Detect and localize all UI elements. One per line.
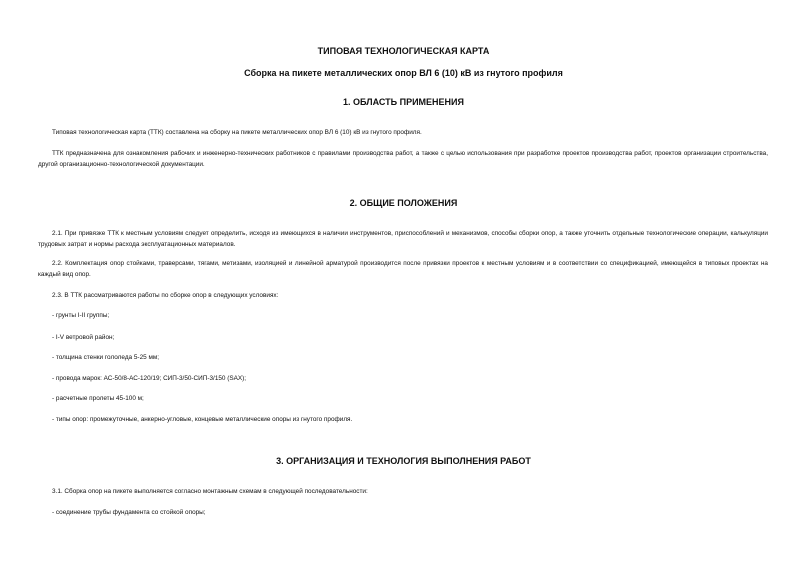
list-item: - I-V ветровой район;	[52, 334, 115, 341]
list-item: - провода марок: АС-50/8-АС-120/19; СИП-3/50-СИП-3/150 (SAX);	[52, 375, 247, 382]
paragraph: ТТК предназначена для ознакомления рабочих и инженерно-технических работников с правилами производства работ, а также с целью использования при разработке проектов производства работ, проектов организации строительства, другой организационно-технологической документации.	[38, 150, 768, 168]
list-item: - толщина стенки гололеда 5-25 мм;	[52, 354, 160, 361]
paragraph: 3.1. Сборка опор на пикете выполняется согласно монтажным схемам в следующей последовательности:	[52, 488, 368, 495]
list-item: - грунты I-II группы;	[52, 312, 110, 319]
list-item: - расчетные пролеты 45-100 м;	[52, 395, 144, 402]
list-item: - соединение трубы фундамента со стойкой опоры;	[52, 509, 206, 516]
paragraph: 2.3. В ТТК рассматриваются работы по сборке опор в следующих условиях:	[52, 292, 279, 299]
document-subtitle: Сборка на пикете металлических опор ВЛ 6 (10) кВ из гнутого профиля	[244, 68, 563, 78]
list-item: - типы опор: промежуточные, анкерно-угловые, концевые металлические опоры из гнутого профиля.	[52, 416, 353, 423]
paragraph: Типовая технологическая карта (ТТК) составлена на сборку на пикете металлических опор ВЛ 6 (10) кВ из гнутого профиля.	[52, 129, 422, 136]
section-heading-scope: 1. ОБЛАСТЬ ПРИМЕНЕНИЯ	[343, 97, 464, 107]
document-title: ТИПОВАЯ ТЕХНОЛОГИЧЕСКАЯ КАРТА	[317, 46, 490, 56]
paragraph: 2.1. При привязке ТТК к местным условиям следует определить, исходя из имеющихся в наличии инструментов, приспособлений и механизмов, способы сборки опор, а также уточнить отдельные технологические операции, калькуляции трудовых затрат и нормы расхода эксплуатационных материалов.	[38, 230, 768, 248]
paragraph: 2.2. Комплектация опор стойками, траверсами, тягами, метизами, изоляцией и линейной арматурой производится после привязки проектов к местным условиям и в соответствии со спецификацией, имеющейся в типовых проектах на каждый вид опор.	[38, 260, 768, 278]
section-heading-organization: 3. ОРГАНИЗАЦИЯ И ТЕХНОЛОГИЯ ВЫПОЛНЕНИЯ РАБОТ	[276, 456, 531, 466]
section-heading-general: 2. ОБЩИЕ ПОЛОЖЕНИЯ	[349, 198, 458, 208]
